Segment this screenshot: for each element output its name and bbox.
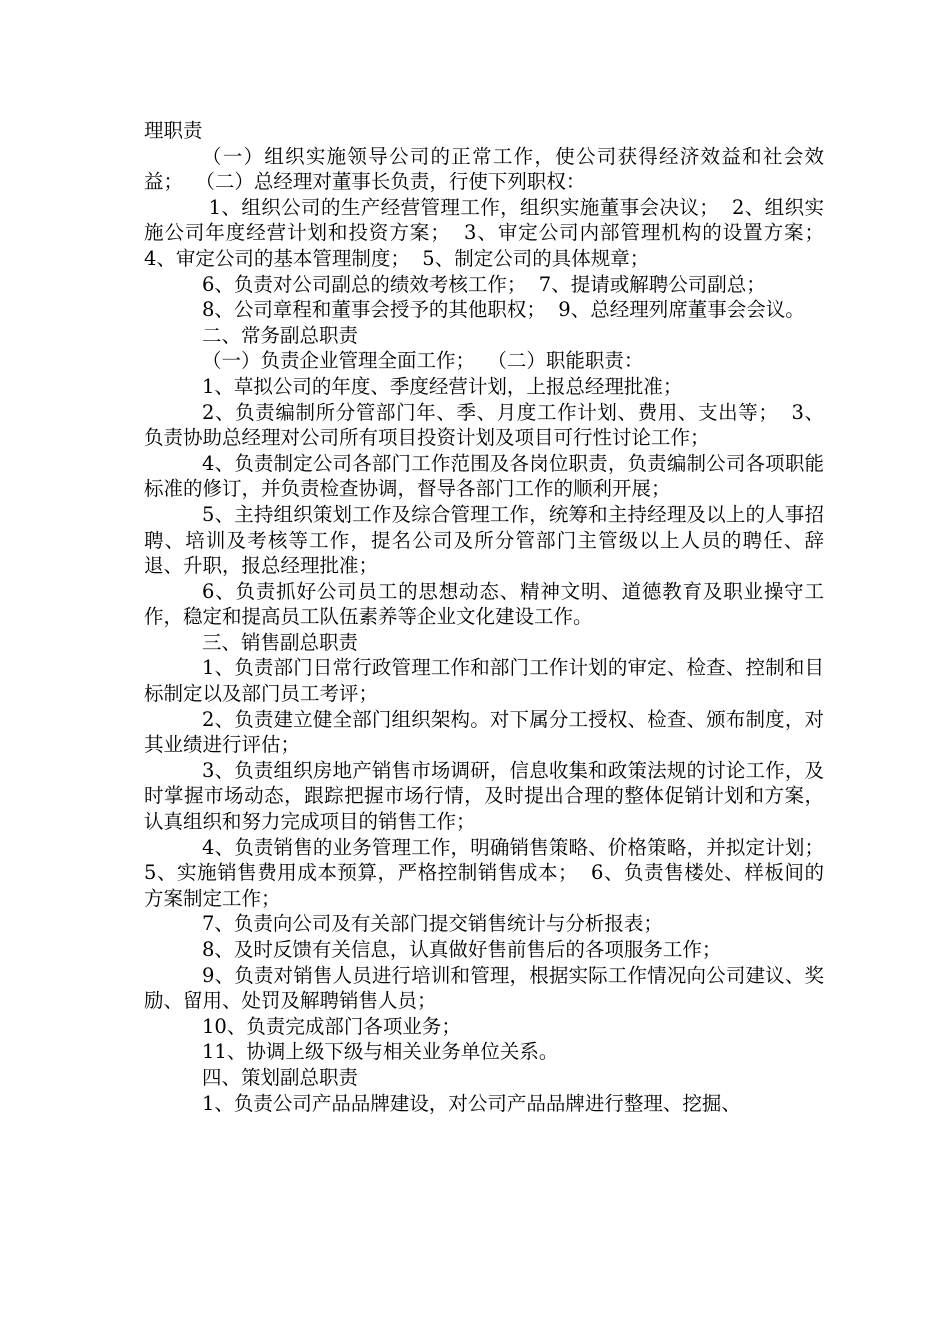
paragraph: 7、负责向公司及有关部门提交销售统计与分析报表； [202, 912, 663, 936]
paragraph: 10、负责完成部门各项业务； [202, 1014, 461, 1038]
document-body [144, 118, 837, 1116]
paragraph: 2、负责建立健全部门组织架构。对下属分工授权、检查、颁布制度，对其业绩进行评估； [144, 707, 824, 757]
paragraph: 9、负责对销售人员进行培训和管理，根据实际工作情况向公司建议、奖励、留用、处罚及解聘销售人员； [144, 963, 824, 1013]
paragraph: 11、协调上级下级与相关业务单位关系。 [202, 1040, 559, 1064]
paragraph: 6、负责抓好公司员工的思想动态、精神文明、道德教育及职业操守工作，稳定和提高员工队伍素养等企业文化建设工作。 [144, 579, 824, 629]
paragraph: （一）组织实施领导公司的正常工作，使公司获得经济效益和社会效益； （二）总经理对董事长负责，行使下列职权： [144, 144, 824, 194]
paragraph: 4、负责制定公司各部门工作范围及各岗位职责，负责编制公司各项职能标准的修订，并负责检查协调，督导各部门工作的顺利开展； [144, 451, 824, 501]
paragraph: 5、主持组织策划工作及综合管理工作，统筹和主持经理及以上的人事招聘、培训及考核等工作，提名公司及所分管部门主管级以上人员的聘任、辞退、升职，报总经理批准； [144, 502, 824, 578]
paragraph: 4、负责销售的业务管理工作，明确销售策略、价格策略，并拟定计划； 5、实施销售费用成本预算，严格控制销售成本； 6、负责售楼处、样板间的方案制定工作； [144, 835, 837, 910]
paragraph: 3、负责组织房地产销售市场调研，信息收集和政策法规的讨论工作，及时掌握市场动态，跟踪把握市场行情，及时提出合理的整体促销计划和方案，认真组织和努力完成项目的销售工作； [144, 758, 824, 834]
section-heading: 二、常务副总职责 [202, 323, 359, 347]
section-heading: 三、销售副总职责 [202, 630, 359, 654]
paragraph: 2、负责编制所分管部门年、季、月度工作计划、费用、支出等； 3、负责协助总经理对公司所有项目投资计划及项目可行性讨论工作； [144, 400, 824, 450]
paragraph: 1、草拟公司的年度、季度经营计划，上报总经理批准； [202, 374, 683, 398]
paragraph: 8、及时反馈有关信息，认真做好售前售后的各项服务工作； [202, 938, 722, 961]
paragraph: （一）负责企业管理全面工作； （二）职能职责： [202, 349, 644, 373]
paragraph: 理职责 [144, 119, 203, 142]
paragraph: 1、负责公司产品品牌建设，对公司产品品牌进行整理、挖掘、 [202, 1091, 741, 1115]
section-heading: 四、策划副总职责 [202, 1065, 359, 1089]
paragraph: 6、负责对公司副总的绩效考核工作； 7、提请或解聘公司副总； [202, 272, 766, 296]
paragraph: 8、公司章程和董事会授予的其他职权； 9、总经理列席董事会会议。 [202, 298, 805, 322]
paragraph: 1、组织公司的生产经营管理工作，组织实施董事会决议； 2、组织实施公司年度经营计划和投资方案； 3、审定公司内部管理机构的设置方案； 4、审定公司的基本管理制度； 5、制定公司的具体规章； [144, 195, 837, 270]
paragraph: 1、负责部门日常行政管理工作和部门工作计划的审定、检查、控制和目标制定以及部门员工考评； [144, 656, 824, 706]
